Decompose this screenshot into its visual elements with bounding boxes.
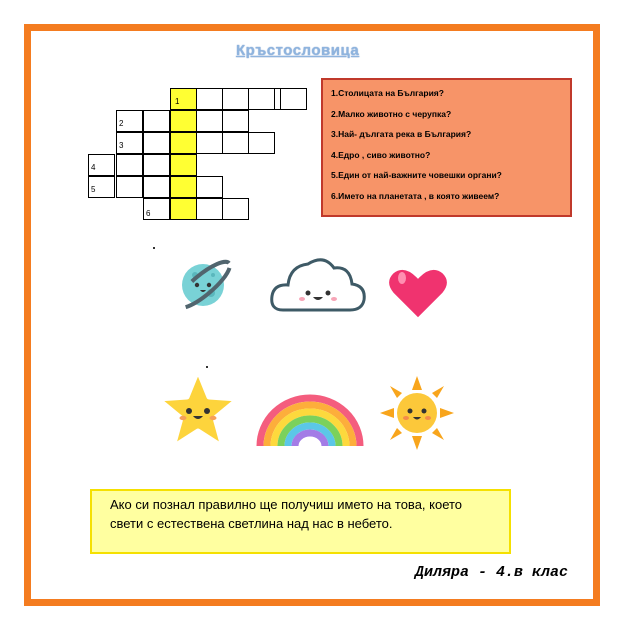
clue-item: 2.Малко животно с черупка? [331, 108, 452, 119]
crossword-cell[interactable] [116, 176, 143, 198]
crossword-number: 2 [119, 119, 124, 128]
crossword-cell[interactable] [143, 176, 170, 198]
crossword-cell-key[interactable] [170, 132, 197, 154]
heart-icon [384, 262, 452, 324]
crossword-cell[interactable] [143, 154, 170, 176]
sun-icon [378, 374, 456, 452]
instruction-note [90, 489, 511, 554]
planet-icon [163, 245, 243, 325]
crossword-cell[interactable] [196, 110, 223, 132]
crossword-cell[interactable] [248, 132, 275, 154]
crossword-cell[interactable] [143, 110, 170, 132]
crossword-cell[interactable] [196, 198, 223, 220]
page-title: Кръстословица [236, 42, 360, 59]
clue-item: 1.Столицата на България? [331, 88, 444, 98]
clue-item: 6.Името на планетата , в която живеем? [331, 190, 500, 201]
crossword-cell[interactable] [196, 88, 223, 110]
instruction-text: Ако си познал правилно ще получиш името на това, което свети с естествена светлина над нас в небето. [110, 497, 463, 531]
crossword-number: 3 [119, 141, 124, 150]
clue-item: 5.Един от най-важните човешки органи? [331, 170, 502, 180]
crossword-cell-key[interactable] [170, 176, 197, 198]
star-icon [152, 366, 244, 452]
crossword-cell[interactable] [280, 88, 307, 110]
clues-box [321, 78, 572, 217]
cloud-icon [268, 250, 368, 320]
author-signature: Диляра - 4.в клас [414, 564, 568, 581]
crossword-cell[interactable] [116, 154, 143, 176]
rainbow-icon [250, 388, 370, 450]
crossword-cell-key[interactable] [170, 154, 197, 176]
crossword-cell[interactable] [222, 88, 249, 110]
crossword-cell[interactable] [222, 110, 249, 132]
crossword-number: 4 [91, 163, 96, 172]
crossword-number: 1 [175, 97, 180, 106]
crossword-cell[interactable] [222, 132, 249, 154]
crossword-cell[interactable] [196, 132, 223, 154]
crossword-number: 6 [146, 209, 151, 218]
crossword-cell[interactable] [222, 198, 249, 220]
crossword-cell[interactable] [196, 176, 223, 198]
crossword-cell-key[interactable] [170, 198, 197, 220]
clue-item: 3.Най- дългата река в България? [331, 129, 472, 139]
crossword-cell[interactable] [143, 132, 170, 154]
crossword-cell-key[interactable] [170, 110, 197, 132]
crossword-cell[interactable] [248, 88, 275, 110]
crossword-number: 5 [91, 185, 96, 194]
clue-item: 4.Едро , сиво животно? [331, 149, 431, 160]
speck [153, 247, 155, 249]
